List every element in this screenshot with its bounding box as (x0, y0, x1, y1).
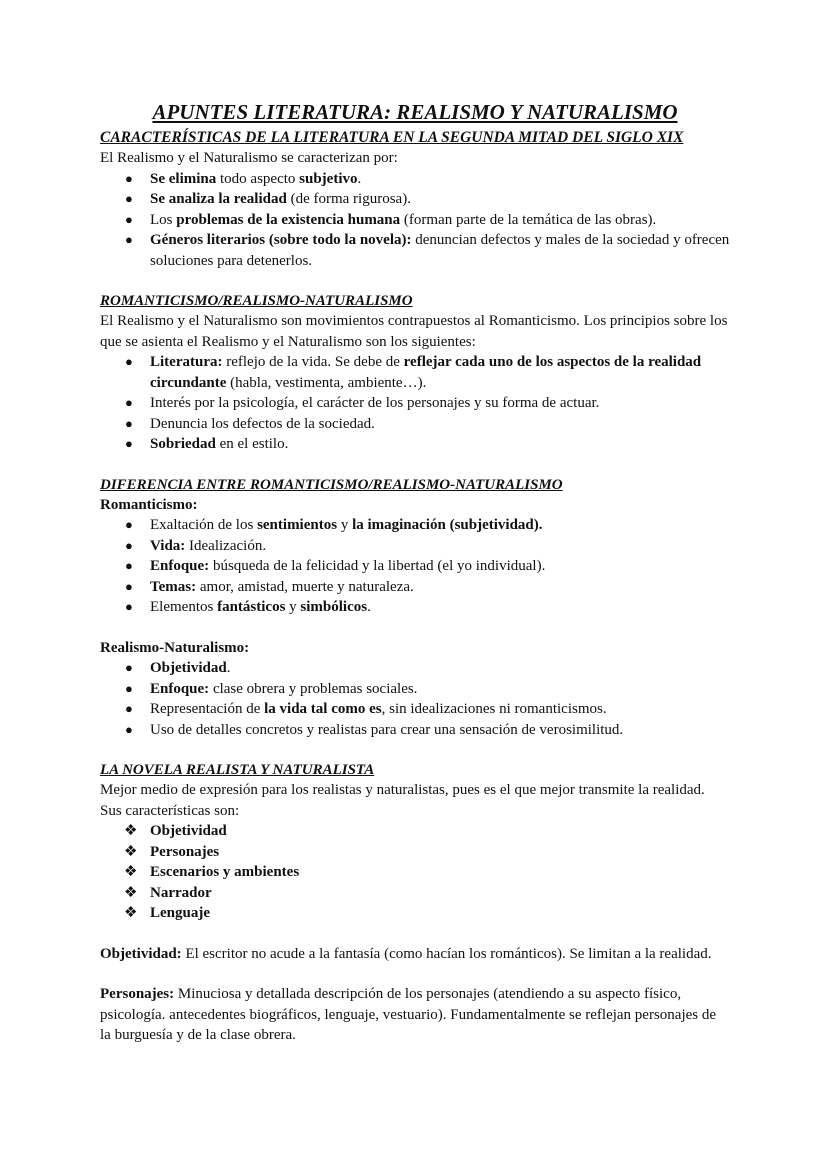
list-item (100, 515, 730, 536)
text: reflejo de la vida. Se debe de (222, 354, 404, 370)
subheading-romanticismo: Romanticismo: (100, 496, 198, 513)
section-heading-diferencia: DIFERENCIA ENTRE ROMANTICISMO/REALISMO-NATURALISMO (100, 476, 563, 493)
bullet-list-realismo (100, 658, 730, 740)
text: . (226, 660, 231, 676)
bold-text: Temas: (150, 578, 197, 595)
list-item (100, 414, 730, 435)
text: Representación de (150, 701, 265, 717)
text: Idealización. (185, 537, 267, 554)
section-intro: Mejor medio de expresión para los realistas y naturalistas, pues es el que mejor transmite la realidad. Sus características son: (100, 782, 705, 819)
bullet-icon: ● (125, 211, 133, 227)
bold-text: Vida: (150, 537, 186, 554)
spacer (100, 740, 730, 760)
list-item (100, 169, 730, 190)
section-heading-caracteristicas: CARACTERÍSTICAS DE LA LITERATURA EN LA SEGUNDA MITAD DEL SIGLO XIX (100, 129, 684, 146)
bold-text: Narrador (150, 884, 212, 901)
bold-text: Escenarios y ambientes (150, 864, 300, 880)
bullet-icon: ● (125, 558, 133, 573)
spacer (100, 924, 730, 944)
bullet-icon: ● (125, 578, 133, 594)
subheading-realismo-naturalismo: Realismo-Naturalismo: (100, 639, 250, 656)
bold-text: Géneros literarios (sobre todo la novela): (150, 232, 412, 248)
text: denuncian defectos y males de la sociedad y ofrecen soluciones para detenerlos. (150, 232, 730, 269)
spacer (100, 271, 730, 291)
text: Elementos (150, 599, 218, 615)
bold-text: Literatura: (150, 354, 223, 370)
bold-text: simbólicos (300, 599, 368, 615)
text: (de forma rigurosa). (286, 191, 411, 207)
diamond-bullet-icon: ❖ (124, 905, 138, 921)
bullet-icon: ● (125, 660, 133, 675)
bold-text: Se analiza la realidad (150, 191, 287, 207)
diamond-bullet-icon: ❖ (124, 823, 138, 839)
spacer (100, 618, 730, 638)
bold-text: Se elimina (150, 170, 217, 187)
bullet-list-caracteristicas (100, 169, 730, 272)
text: El escritor no acude a la fantasía (como hacían los románticos). Se limitan a la realidad. (181, 945, 712, 962)
text: Exaltación de los (150, 517, 258, 533)
list-item (100, 903, 730, 924)
bullet-icon: ● (125, 680, 133, 696)
text: y (337, 517, 353, 533)
list-item (100, 434, 730, 455)
bullet-icon: ● (125, 354, 133, 369)
text: Los (150, 211, 177, 228)
bullet-icon: ● (125, 415, 133, 431)
text: y (285, 599, 301, 615)
list-item (100, 556, 730, 577)
bullet-icon: ● (125, 232, 133, 247)
document-title: APUNTES LITERATURA: REALISMO Y NATURALISMO (152, 100, 678, 124)
list-item (100, 210, 730, 231)
text: Denuncia los defectos de la sociedad. (150, 415, 375, 432)
list-item (100, 230, 730, 271)
bold-text: Enfoque: (150, 558, 210, 574)
text: amor, amistad, muerte y naturaleza. (196, 578, 414, 595)
bold-text: Personajes (150, 843, 220, 860)
list-item (100, 658, 730, 679)
section-intro: El Realismo y el Naturalismo se caracterizan por: (100, 150, 398, 166)
bold-text: problemas de la existencia humana (176, 211, 401, 228)
bullet-icon: ● (125, 191, 133, 206)
bold-text: Enfoque: (150, 680, 210, 697)
diamond-list-caracteristicas-novela (100, 821, 730, 924)
bullet-icon: ● (125, 517, 133, 532)
bullet-icon: ● (125, 537, 133, 553)
bullet-icon: ● (125, 395, 133, 410)
diamond-bullet-icon: ❖ (124, 843, 138, 860)
bullet-icon: ● (125, 721, 133, 737)
list-item (100, 536, 730, 557)
bold-text: fantásticos (217, 599, 286, 615)
list-item (100, 577, 730, 598)
text: Interés por la psicología, el carácter de los personajes y su forma de actuar. (150, 395, 600, 411)
list-item (100, 352, 730, 393)
text: , sin idealizaciones ni romanticismos. (381, 701, 607, 717)
list-item (100, 842, 730, 863)
spacer (100, 964, 730, 984)
section-intro: El Realismo y el Naturalismo son movimientos contrapuestos al Romanticismo. Los principios sobre los que se asienta el Realismo y el Naturalismo son los siguientes: (100, 313, 728, 350)
text: todo aspecto (216, 170, 300, 187)
diamond-bullet-icon: ❖ (124, 884, 138, 901)
bold-text: subjetivo (299, 170, 358, 187)
list-item (100, 699, 730, 720)
list-item (100, 189, 730, 210)
text: . (357, 170, 362, 187)
list-item (100, 883, 730, 904)
list-item (100, 679, 730, 700)
bold-text: Lenguaje (150, 905, 210, 921)
bold-text: la imaginación (subjetividad). (352, 517, 543, 533)
list-item (100, 862, 730, 883)
bold-text: Objetividad (150, 823, 227, 839)
bullet-icon: ● (125, 170, 133, 186)
list-item (100, 597, 730, 618)
bullet-icon: ● (125, 599, 133, 614)
bullet-icon: ● (125, 436, 133, 451)
bullet-icon: ● (125, 701, 133, 716)
text: búsqueda de la felicidad y la libertad (el yo individual). (209, 558, 546, 574)
bold-text: la vida tal como es (264, 701, 382, 717)
document-page (100, 100, 730, 1046)
text: (forman parte de la temática de las obras). (400, 211, 657, 228)
paragraph-objetividad (100, 944, 730, 965)
bold-text: Objetividad (150, 660, 227, 676)
bold-text: Personajes: (100, 986, 175, 1002)
bullet-list-principios (100, 352, 730, 455)
bold-text: reflejar cada uno de los aspectos de la realidad circundante (150, 354, 702, 391)
text: . (367, 599, 371, 615)
text: (habla, vestimenta, ambiente…). (226, 374, 427, 391)
section-heading-romanticismo-realismo: ROMANTICISMO/REALISMO-NATURALISMO (100, 293, 413, 309)
bold-text: Sobriedad (150, 436, 216, 452)
diamond-bullet-icon: ❖ (124, 864, 138, 880)
bold-text: Objetividad: (100, 945, 182, 962)
bullet-list-romanticismo (100, 515, 730, 618)
section-heading-novela-realista: LA NOVELA REALISTA Y NATURALISTA (100, 762, 375, 778)
bold-text: sentimientos (257, 517, 338, 533)
text: Uso de detalles concretos y realistas para crear una sensación de verosimilitud. (150, 721, 624, 738)
list-item (100, 821, 730, 842)
text: Minuciosa y detallada descripción de los personajes (atendiendo a su aspecto físico, psicología. antecedentes biográficos, lenguaje, vestuario). Fundamentalmente se reflejan personajes de la burguesía y de la clase obrera. (100, 986, 717, 1043)
list-item (100, 720, 730, 741)
text: en el estilo. (215, 436, 289, 452)
text: clase obrera y problemas sociales. (209, 680, 418, 697)
paragraph-personajes (100, 984, 730, 1046)
list-item (100, 393, 730, 414)
spacer (100, 455, 730, 475)
